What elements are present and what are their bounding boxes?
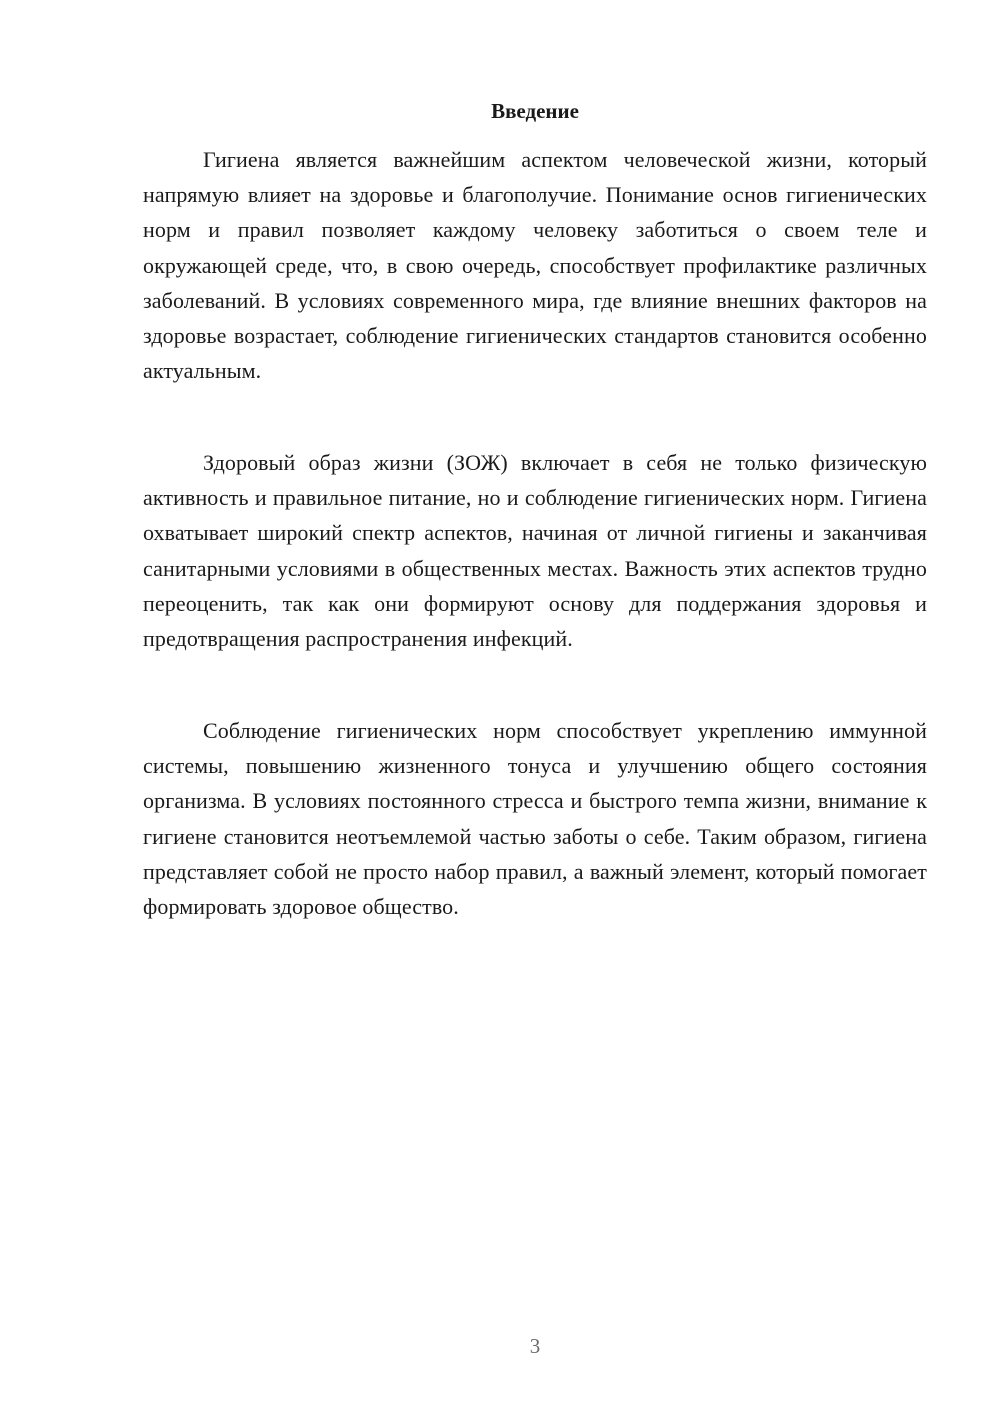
section-heading: Введение xyxy=(491,99,579,123)
page-number: 3 xyxy=(529,1334,541,1358)
paragraph-2: Здоровый образ жизни (ЗОЖ) включает в себя не только физическую активность и правильное питание, но и соблюдение гигиенических норм. Гигиена охватывает широкий спектр аспектов, начиная от личной гигиены и заканчивая санитарными условиями в общественных местах. Важность этих аспектов трудно переоценить, так как они формируют основу для поддержания здоровья и предотвращения распространения инфекций. xyxy=(143,450,927,652)
paragraph-1: Гигиена является важнейшим аспектом человеческой жизни, который напрямую влияет на здоровье и благополучие. Понимание основ гигиенических норм и правил позволяет каждому человеку заботиться о своем теле и окружающей среде, что, в свою очередь, способствует профилактике различных заболеваний. В условиях современного мира, где влияние внешних факторов на здоровье возрастает, соблюдение гигиенических стандартов становится особенно актуальным. xyxy=(143,147,927,384)
paragraph-3: Соблюдение гигиенических норм способствует укреплению иммунной системы, повышению жизненного тонуса и улучшению общего состояния организма. В условиях постоянного стресса и быстрого темпа жизни, внимание к гигиене становится неотъемлемой частью заботы о себе. Таким образом, гигиена представляет собой не просто набор правил, а важный элемент, который помогает формировать здоровое общество. xyxy=(143,718,927,920)
